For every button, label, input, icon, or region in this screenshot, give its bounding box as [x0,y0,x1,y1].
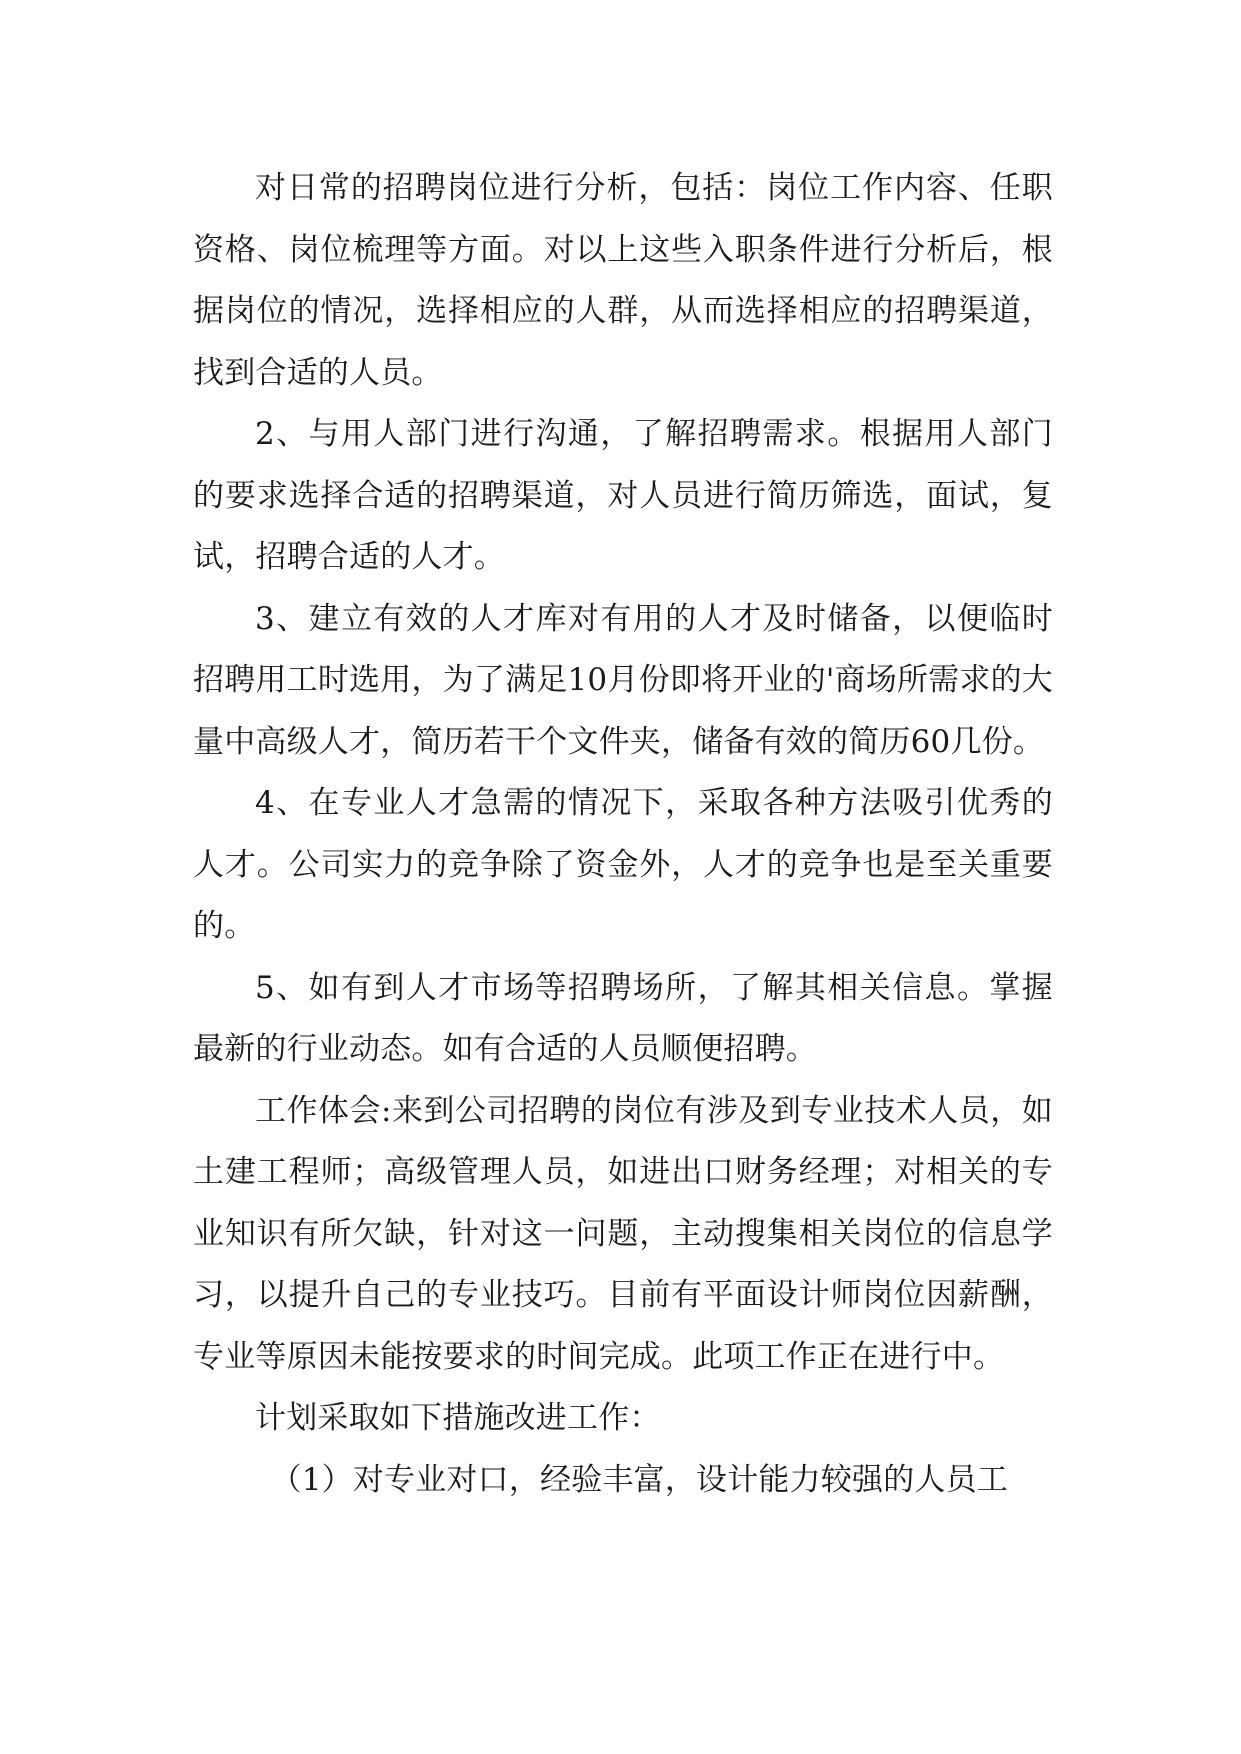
paragraph-job-analysis: 对日常的招聘岗位进行分析，包括：岗位工作内容、任职资格、岗位梳理等方面。对以上这些入职条件进行分析后，根据岗位的情况，选择相应的人群，从而选择相应的招聘渠道，找到合适的人员。 [193,170,1053,391]
paragraph-item-3: 3、建立有效的人才库对有用的人才及时储备，以便临时招聘用工时选用，为了满足10月份即将开业的'商场所需求的大量中高级人才，简历若干个文件夹，储备有效的简历60几份。 [193,600,1053,760]
document-body [193,158,1053,1511]
paragraph-plan-item-1: （1）对专业对口，经验丰富，设计能力较强的人员工 [270,1461,1009,1498]
paragraph-item-5: 5、如有到人才市场等招聘场所，了解其相关信息。掌握最新的行业动态。如有合适的人员顺便招聘。 [193,969,1053,1067]
paragraph-item-2: 2、与用人部门进行沟通，了解招聘需求。根据用人部门的要求选择合适的招聘渠道，对人员进行简历筛选，面试，复试，招聘合适的人才。 [193,416,1053,575]
paragraph-item-4: 4、在专业人才急需的情况下，采取各种方法吸引优秀的人才。公司实力的竞争除了资金外，人才的竞争也是至关重要的。 [193,785,1053,944]
paragraph-plan-intro: 计划采取如下措施改进工作： [255,1400,661,1436]
paragraph-work-experience: 工作体会:来到公司招聘的岗位有涉及到专业技术人员，如土建工程师；高级管理人员，如进出口财务经理；对相关的专业知识有所欠缺，针对这一问题，主动搜集相关岗位的信息学习，以提升自己的专业技巧。目前有平面设计师岗位因薪酬，专业等原因未能按要求的时间完成。此项工作正在进行中。 [193,1092,1053,1375]
